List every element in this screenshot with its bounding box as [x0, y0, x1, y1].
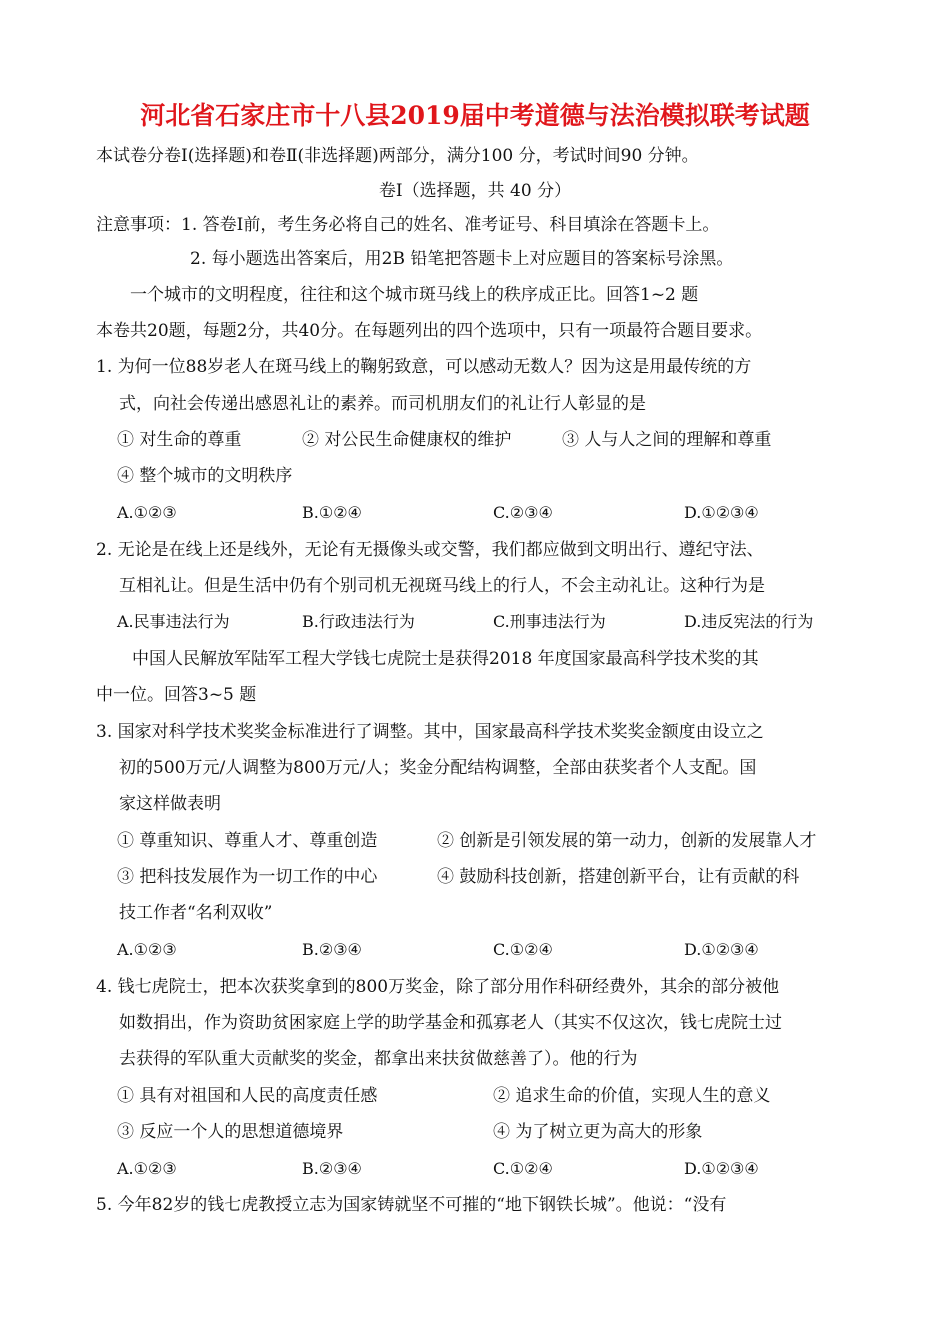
q4-statement-3: ③ 反应一个人的思想道德境界 — [117, 1122, 344, 1142]
q3-option-d: D.①②③④ — [684, 940, 759, 959]
q2-option-c: C.刑事违法行为 — [493, 612, 606, 631]
page-title: 河北省石家庄市十八县2019届中考道德与法治模拟联考试题 — [140, 101, 810, 130]
context-text-2-line-1: 中国人民解放军陆军工程大学钱七虎院士是获得2018 年度国家最高科学技术奖的其 — [132, 649, 759, 669]
q4-option-d: D.①②③④ — [684, 1159, 759, 1178]
q2-option-d: D.违反宪法的行为 — [684, 612, 814, 631]
q1-statement-4: ④ 整个城市的文明秩序 — [117, 466, 293, 486]
q2-option-b: B.行政违法行为 — [302, 612, 415, 631]
q2-line-2: 互相礼让。但是生活中仍有个别司机无视斑马线上的行人，不会主动礼让。这种行为是 — [119, 576, 765, 596]
q3-line-1: 3. 国家对科学技术奖奖金标准进行了调整。其中，国家最高科学技术奖奖金额度由设立之 — [96, 722, 764, 742]
q1-option-b: B.①②④ — [302, 503, 362, 522]
q3-option-b: B.②③④ — [302, 940, 362, 959]
intro-text: 本试卷分卷Ⅰ(选择题)和卷Ⅱ(非选择题)两部分，满分100 分，考试时间90 分钟。 — [96, 146, 699, 166]
q4-line-3: 去获得的军队重大贡献奖的奖金，都拿出来扶贫做慈善了）。他的行为 — [119, 1049, 638, 1069]
q4-line-2: 如数捐出，作为资助贫困家庭上学的助学基金和孤寡老人（其实不仅这次，钱七虎院士过 — [119, 1013, 782, 1033]
section-title: 卷Ⅰ（选择题，共 40 分） — [378, 181, 572, 201]
q3-statement-2: ② 创新是引领发展的第一动力，创新的发展靠人才 — [437, 831, 817, 851]
q3-statement-4: ④ 鼓励科技创新，搭建创新平台，让有贡献的科 — [437, 867, 800, 887]
q1-statement-2: ② 对公民生命健康权的维护 — [302, 430, 512, 450]
q1-statement-3: ③ 人与人之间的理解和尊重 — [562, 430, 772, 450]
q4-statement-2: ② 追求生命的价值，实现人生的意义 — [493, 1086, 771, 1106]
notes-line-2: 2. 每小题选出答案后，用2B 铅笔把答题卡上对应题目的答案标号涂黑。 — [190, 249, 734, 269]
q4-option-a: A.①②③ — [117, 1159, 177, 1178]
q3-statement-4-cont: 技工作者“名利双收” — [119, 903, 273, 923]
q4-option-c: C.①②④ — [493, 1159, 553, 1178]
instruction-text: 本卷共20题，每题2分，共40分。在每题列出的四个选项中，只有一项最符合题目要求。 — [96, 321, 763, 341]
q1-option-c: C.②③④ — [493, 503, 553, 522]
q1-line-1: 1. 为何一位88岁老人在斑马线上的鞠躬致意，可以感动无数人？因为这是用最传统的方 — [96, 357, 752, 377]
notes-line-1: 注意事项：1. 答卷Ⅰ前，考生务必将自己的姓名、准考证号、科目填涂在答题卡上。 — [96, 215, 720, 235]
q3-line-2: 初的500万元/人调整为800万元/人；奖金分配结构调整，全部由获奖者个人支配。国 — [119, 758, 757, 778]
q3-line-3: 家这样做表明 — [119, 794, 221, 814]
q1-statement-1: ① 对生命的尊重 — [117, 430, 242, 450]
q1-option-d: D.①②③④ — [684, 503, 759, 522]
q1-line-2: 式，向社会传递出感恩礼让的素养。而司机朋友们的礼让行人彰显的是 — [119, 394, 646, 414]
q3-statement-1: ① 尊重知识、尊重人才、尊重创造 — [117, 831, 378, 851]
q2-line-1: 2. 无论是在线上还是线外，无论有无摄像头或交警，我们都应做到文明出行、遵纪守法、 — [96, 540, 764, 560]
q3-statement-3: ③ 把科技发展作为一切工作的中心 — [117, 867, 378, 887]
q4-option-b: B.②③④ — [302, 1159, 362, 1178]
context-text-2-line-2: 中一位。回答3~5 题 — [96, 685, 257, 705]
q3-option-a: A.①②③ — [117, 940, 177, 959]
q3-option-c: C.①②④ — [493, 940, 553, 959]
q1-option-a: A.①②③ — [117, 503, 177, 522]
q4-statement-1: ① 具有对祖国和人民的高度责任感 — [117, 1086, 378, 1106]
q4-line-1: 4. 钱七虎院士，把本次获奖拿到的800万奖金，除了部分用作科研经费外，其余的部分被他 — [96, 977, 780, 997]
context-text-1: 一个城市的文明程度，往往和这个城市斑马线上的秩序成正比。回答1~2 题 — [130, 285, 699, 305]
q5-line-1: 5. 今年82岁的钱七虎教授立志为国家铸就坚不可摧的“地下钢铁长城”。他说：“没有 — [96, 1195, 727, 1215]
q2-option-a: A.民事违法行为 — [117, 612, 230, 631]
q4-statement-4: ④ 为了树立更为高大的形象 — [493, 1122, 703, 1142]
